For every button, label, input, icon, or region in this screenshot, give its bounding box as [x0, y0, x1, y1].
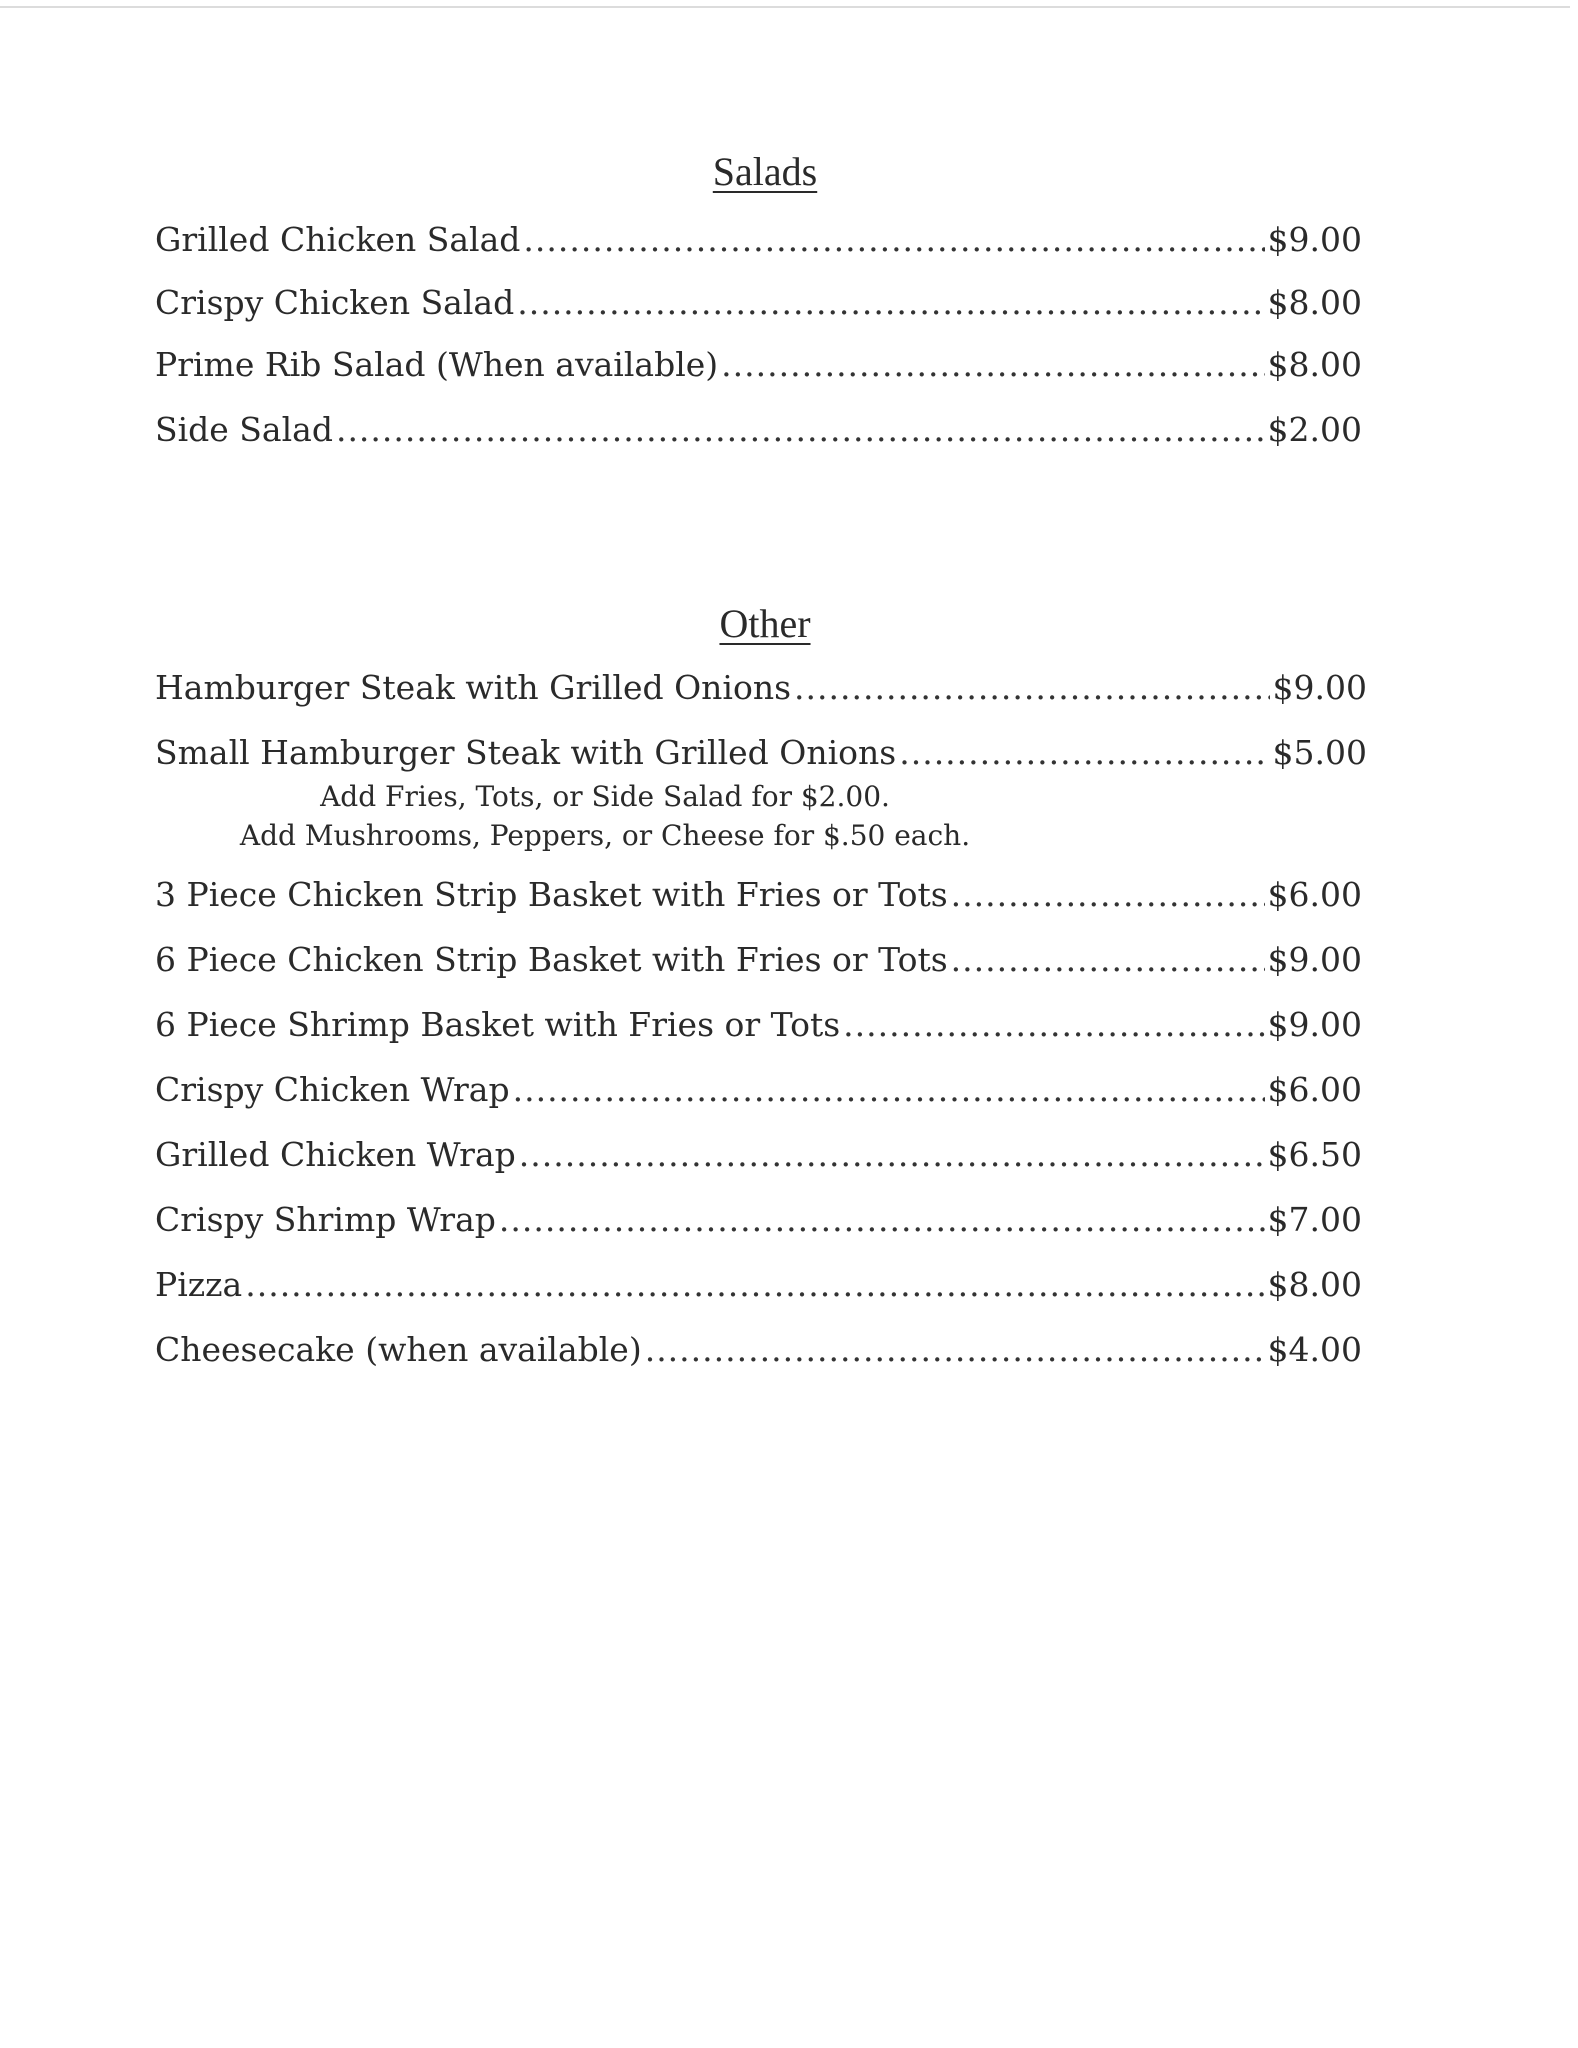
menu-item-row [155, 1200, 1362, 1248]
dot-leader [951, 875, 1265, 914]
item-price: $6.00 [1267, 875, 1362, 914]
dot-leader [336, 410, 1265, 449]
dot-leader [721, 345, 1264, 384]
item-name: 3 Piece Chicken Strip Basket with Fries or Tots [155, 875, 948, 914]
item-note: Add Fries, Tots, or Side Salad for $2.00. [320, 780, 890, 813]
item-price: $4.00 [1267, 1330, 1362, 1369]
dot-leader [843, 1005, 1264, 1044]
item-price: $5.00 [1272, 733, 1367, 772]
menu-item-row [155, 733, 1367, 781]
menu-item-row [155, 875, 1362, 923]
item-name: Pizza [155, 1265, 243, 1304]
item-name: Prime Rib Salad (When available) [155, 345, 719, 384]
item-name: 6 Piece Chicken Strip Basket with Fries or Tots [155, 940, 948, 979]
menu-item-row [155, 345, 1362, 393]
item-note: Add Mushrooms, Peppers, or Cheese for $.50 each. [239, 819, 971, 852]
item-name: Crispy Chicken Salad [155, 283, 515, 322]
item-name: Side Salad [155, 410, 333, 449]
item-name: Small Hamburger Steak with Grilled Onions [155, 733, 897, 772]
item-price: $8.00 [1267, 345, 1362, 384]
dot-leader [245, 1265, 1264, 1304]
menu-item-row [155, 1330, 1362, 1378]
item-name: Grilled Chicken Salad [155, 220, 521, 259]
dot-leader [517, 283, 1264, 322]
item-price: $6.50 [1267, 1135, 1362, 1174]
dot-leader [513, 1070, 1265, 1109]
menu-item-row [155, 220, 1362, 268]
top-border-line [0, 6, 1570, 8]
item-name: 6 Piece Shrimp Basket with Fries or Tots [155, 1005, 841, 1044]
dot-leader [899, 733, 1269, 772]
item-price: $8.00 [1267, 1265, 1362, 1304]
dot-leader [519, 1135, 1265, 1174]
menu-item-row [155, 410, 1362, 458]
section-title-salads: Salads [712, 149, 818, 194]
menu-item-row [155, 1265, 1362, 1313]
item-price: $9.00 [1267, 1005, 1362, 1044]
menu-item-row [155, 1070, 1362, 1118]
menu-item-row [155, 1005, 1362, 1053]
item-price: $8.00 [1267, 283, 1362, 322]
item-price: $9.00 [1272, 668, 1367, 707]
item-price: $9.00 [1267, 940, 1362, 979]
dot-leader [794, 668, 1269, 707]
menu-item-row [155, 940, 1362, 988]
section-title-other: Other [719, 601, 811, 646]
item-name: Grilled Chicken Wrap [155, 1135, 516, 1174]
item-name: Cheesecake (when available) [155, 1330, 642, 1369]
item-price: $7.00 [1267, 1200, 1362, 1239]
item-price: $6.00 [1267, 1070, 1362, 1109]
menu-item-row [155, 668, 1367, 716]
menu-item-row [155, 1135, 1362, 1183]
item-name: Hamburger Steak with Grilled Onions [155, 668, 792, 707]
item-name: Crispy Chicken Wrap [155, 1070, 510, 1109]
dot-leader [645, 1330, 1265, 1369]
dot-leader [523, 220, 1264, 259]
item-price: $9.00 [1267, 220, 1362, 259]
dot-leader [499, 1200, 1265, 1239]
item-name: Crispy Shrimp Wrap [155, 1200, 496, 1239]
dot-leader [951, 940, 1265, 979]
menu-item-row [155, 283, 1362, 331]
item-price: $2.00 [1267, 410, 1362, 449]
